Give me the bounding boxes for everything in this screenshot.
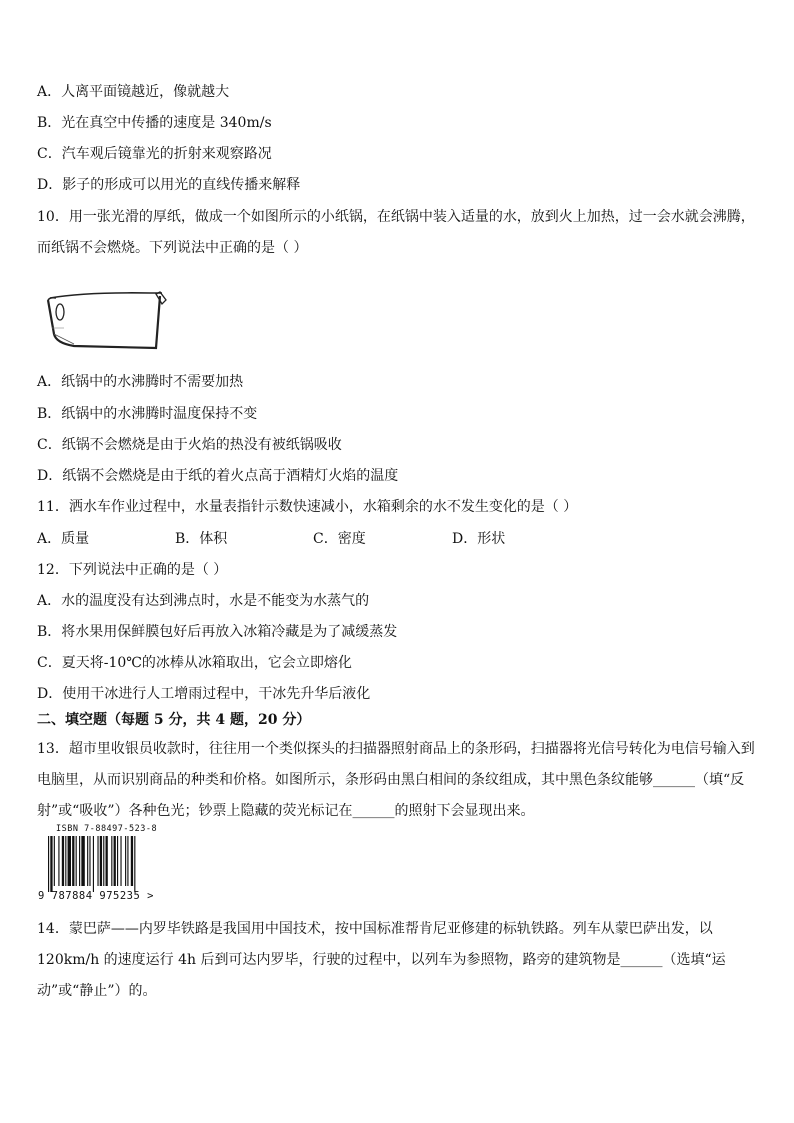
q12-option-d: D．使用干冰进行人工增雨过程中，干冰先升华后液化 xyxy=(37,686,371,702)
q9-option-c: C．汽车观后镜靠光的折射来观察路况 xyxy=(37,146,272,162)
q11-option-a: A．质量 xyxy=(37,531,90,547)
q12-option-c: C．夏天将-10℃的冰棒从冰箱取出，它会立即熔化 xyxy=(37,655,352,671)
q11-option-d: D．形状 xyxy=(452,531,506,547)
barcode-isbn: ISBN 7-88497-523-8 xyxy=(56,824,158,834)
barcode-number: 9 787884 975235 > xyxy=(38,890,154,902)
q12-option-a: A．水的温度没有达到沸点时，水是不能变为水蒸气的 xyxy=(37,593,370,609)
q11-option-b: B．体积 xyxy=(175,531,228,547)
q10-option-a: A．纸锅中的水沸腾时不需要加热 xyxy=(37,374,244,390)
q10-stem: 10．用一张光滑的厚纸，做成一个如图所示的小纸锅，在纸锅中装入适量的水，放到火上加热，过一会水就会沸腾，而纸锅不会燃烧。下列说法中正确的是（ ） xyxy=(37,209,755,256)
paper-pot-figure xyxy=(44,288,172,354)
q14-stem: 14．蒙巴萨——内罗毕铁路是我国用中国技术，按中国标准帮肯尼亚修建的标轨铁路。列车从蒙巴萨出发，以 120km/h 的速度运行 4h 后到可达内罗毕，行驶的过程中，以列车为参照物，路旁的建筑物是______（选填“运动”或“静止”）的。 xyxy=(37,921,726,999)
q13-stem: 13．超市里收银员收款时，往往用一个类似探头的扫描器照射商品上的条形码，扫描器将光信号转化为电信号输入到电脑里，从而识别商品的种类和价格。如图所示，条形码由黑白相间的条纹组成，其中黑色条纹能够______（填“反射”或“吸收”）各种色光；钞票上隐藏的荧光标记在______的照射下会显现出来。 xyxy=(37,741,755,819)
q10-option-d: D．纸锅不会燃烧是由于纸的着火点高于酒精灯火焰的温度 xyxy=(37,468,399,484)
q9-option-d: D．影子的形成可以用光的直线传播来解释 xyxy=(37,177,301,193)
q10-option-b: B．纸锅中的水沸腾时温度保持不变 xyxy=(37,406,258,422)
section-title-fill-in: 二、填空题（每题 5 分，共 4 题，20 分） xyxy=(37,712,311,728)
q9-option-b: B．光在真空中传播的速度是 340m/s xyxy=(37,115,272,131)
q9-option-a: A．人离平面镜越近，像就越大 xyxy=(37,84,230,100)
q11-stem: 11．洒水车作业过程中，水量表指针示数快速减小，水箱剩余的水不发生变化的是（ ） xyxy=(37,499,578,515)
q12-option-b: B．将水果用保鲜膜包好后再放入冰箱冷藏是为了减缓蒸发 xyxy=(37,624,398,640)
q10-option-c: C．纸锅不会燃烧是由于火焰的热没有被纸锅吸收 xyxy=(37,437,342,453)
barcode-bars xyxy=(48,836,176,892)
barcode-figure xyxy=(38,824,188,908)
q11-options xyxy=(37,529,597,549)
q12-stem: 12．下列说法中正确的是（ ） xyxy=(37,562,228,578)
q11-option-c: C．密度 xyxy=(313,531,366,547)
